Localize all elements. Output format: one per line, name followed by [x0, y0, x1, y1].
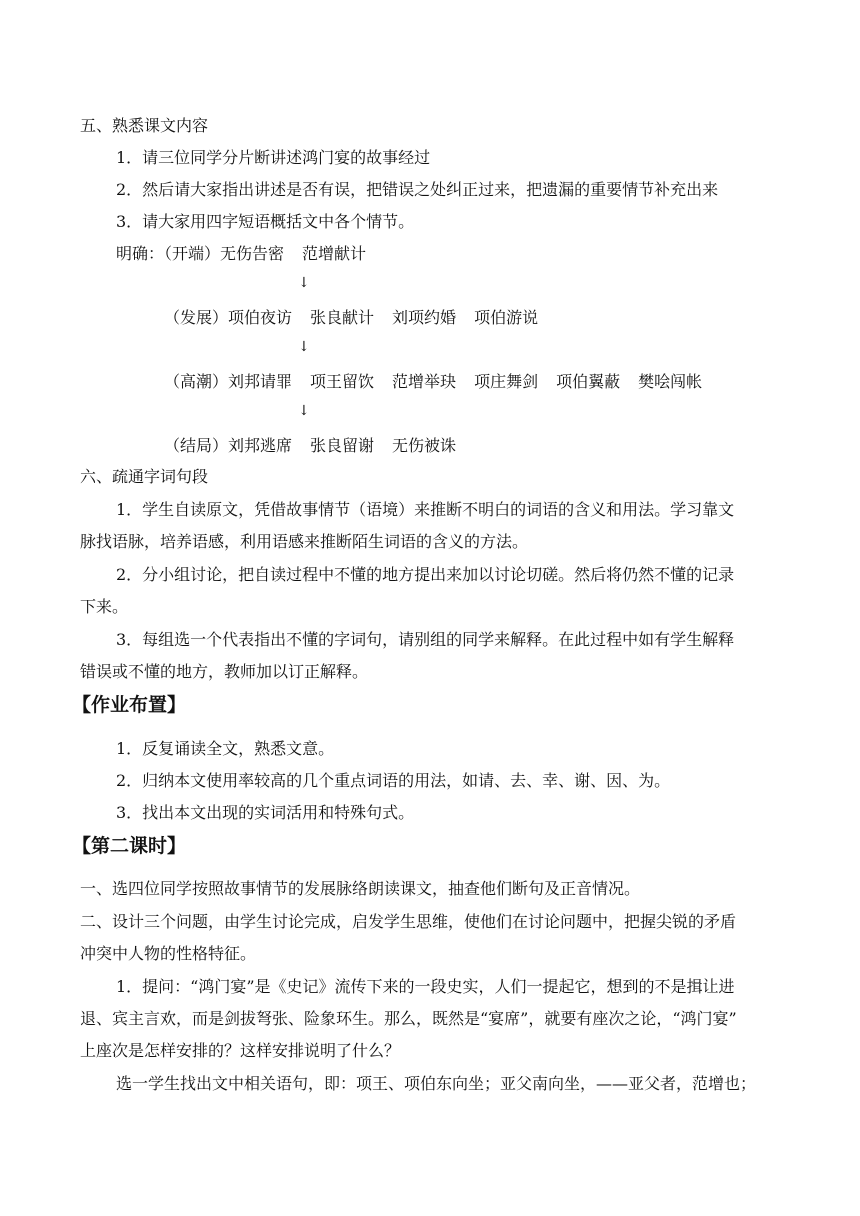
section-5-title: 五、熟悉课文内容 — [80, 116, 209, 135]
section-5-item-2: 2．然后请大家指出讲述是否有误，把错误之处纠正过来，把遗漏的重要情节补充出来 — [116, 180, 719, 199]
lesson-2-item-2: 二、设计三个问题，由学生讨论完成，启发学生思维，使他们在讨论问题中，把握尖锐的矛盾 — [80, 912, 737, 931]
section-6-para-1: 1．学生自读原文，凭借故事情节（语境）来推断不明白的词语的含义和用法。学习靠文 — [116, 500, 735, 519]
down-arrow-icon: ↓ — [298, 403, 310, 419]
down-arrow-icon: ↓ — [298, 339, 310, 355]
lesson-2-heading: 【第二课时】 — [72, 835, 187, 857]
stage-event: 范增献计 — [302, 244, 367, 263]
section-5-item-3: 3．请大家用四字短语概括文中各个情节。 — [116, 212, 415, 231]
homework-item-2: 2．归纳本文使用率较高的几个重点词语的用法，如请、去、幸、谢、因、为。 — [116, 771, 671, 790]
stage-event: 张良献计 — [310, 308, 375, 327]
section-6-para-2-cont: 下来。 — [80, 597, 129, 616]
stage-name: （结局） — [164, 436, 229, 455]
question-1-cont-1: 退、宾主言欢，而是剑拔弩张、险象环生。那么，既然是“宴席”，就要有座次之论，“鸿门宴” — [80, 1009, 737, 1028]
stage-name: （发展） — [164, 308, 229, 327]
section-5-item-1: 1．请三位同学分片断讲述鸿门宴的故事经过 — [116, 148, 431, 167]
stage-event: 范增举玦 — [392, 372, 457, 391]
stage-event: 无伤被诛 — [392, 436, 457, 455]
stage-event: 项伯夜访 — [228, 308, 293, 327]
lesson-2-item-2-cont: 冲突中人物的性格特征。 — [80, 944, 257, 963]
stage-name: （高潮） — [164, 372, 229, 391]
stage-event: 项伯翼蔽 — [556, 372, 621, 391]
question-1: 1．提问：“鸿门宴”是《史记》流传下来的一段史实，人们一提起它，想到的不是揖让进 — [116, 977, 735, 996]
stage-event: 刘项约婚 — [392, 308, 457, 327]
section-6-para-2: 2．分小组讨论，把自读过程中不懂的地方提出来加以讨论切磋。然后将仍然不懂的记录 — [116, 565, 735, 584]
stage-name: （开端） — [164, 244, 221, 263]
plot-stage-opening — [116, 244, 366, 264]
stage-event: 刘邦逃席 — [228, 436, 293, 455]
stage-event: 樊哙闯帐 — [638, 372, 703, 391]
plot-stage-climax — [164, 372, 702, 392]
stage-event: 项王留饮 — [310, 372, 375, 391]
section-6-para-1-cont: 脉找语脉，培养语感，利用语感来推断陌生词语的含义的方法。 — [80, 532, 529, 551]
section-6-para-3: 3．每组选一个代表指出不懂的字词句，请别组的同学来解释。在此过程中如有学生解释 — [116, 630, 735, 649]
down-arrow-icon: ↓ — [298, 275, 310, 291]
section-6-para-3-cont: 错误或不懂的地方，教师加以订正解释。 — [80, 662, 369, 681]
stage-event: 刘邦请罪 — [228, 372, 293, 391]
lesson-2-item-1: 一、选四位同学按照故事情节的发展脉络朗读课文，抽查他们断句及正音情况。 — [80, 879, 641, 898]
section-6-title: 六、疏通字词句段 — [80, 467, 209, 486]
homework-item-1: 1．反复诵读全文，熟悉文意。 — [116, 739, 335, 758]
stage-event: 张良留谢 — [310, 436, 375, 455]
homework-heading: 【作业布置】 — [72, 694, 187, 716]
stage-event: 无伤告密 — [220, 244, 285, 263]
plot-stage-ending — [164, 436, 456, 456]
stage-event: 项伯游说 — [474, 308, 539, 327]
question-1-cont-2: 上座次是怎样安排的？这样安排说明了什么？ — [80, 1041, 401, 1060]
homework-item-3: 3．找出本文出现的实词活用和特殊句式。 — [116, 803, 415, 822]
clarify-label: 明确： — [116, 244, 165, 263]
stage-event: 项庄舞剑 — [474, 372, 539, 391]
plot-stage-development — [164, 308, 538, 328]
answer-line: 选一学生找出文中相关语句，即：项王、项伯东向坐；亚父南向坐，——亚父者，范增也； — [116, 1074, 757, 1093]
